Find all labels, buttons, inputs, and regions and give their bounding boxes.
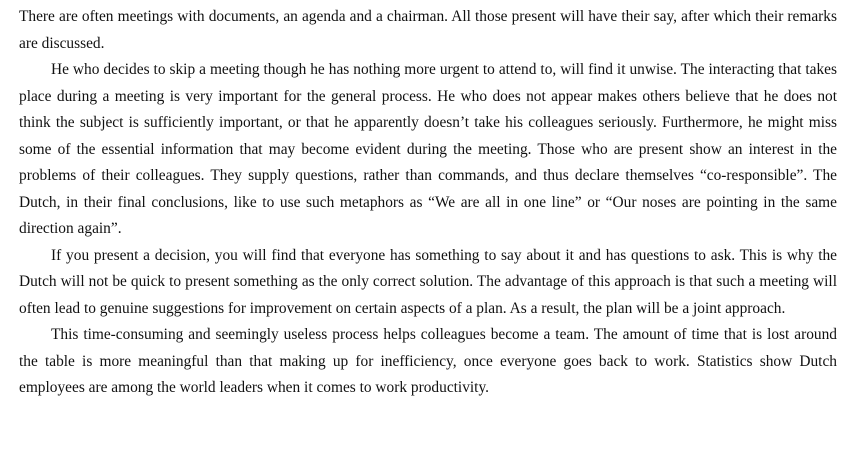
paragraph-skipping-meetings: He who decides to skip a meeting though he has nothing more urgent to attend to, will find it unwise. The interacting that takes place during a meeting is very important for the general process. He who does not appear makes others believe that he does not think the subject is sufficiently important, or that he apparently doesn’t take his colleagues seriously. Furthermore, he might miss some of the essential information that may become evident during the meeting. Those who are present show an interest in the problems of their colleagues. They supply questions, rather than commands, and thus declare themselves “co-responsible”. The Dutch, in their final conclusions, like to use such metaphors as “We are all in one line” or “Our noses are pointing in the same direction again”. xyxy=(19,61,837,237)
paragraph-team-productivity: This time-consuming and seemingly useless process helps colleagues become a team. The amount of time that is lost around the table is more meaningful than that making up for inefficiency, once everyone goes back to work. Statistics show Dutch employees are among the world leaders when it comes to work productivity. xyxy=(19,326,837,396)
paragraph-intro: There are often meetings with documents, an agenda and a chairman. All those present will have their say, after which their remarks are discussed. xyxy=(19,8,837,52)
paragraph-presenting-decision: If you present a decision, you will find that everyone has something to say about it and has questions to ask. This is why the Dutch will not be quick to present something as the only correct solution. The advantage of this approach is that such a meeting will often lead to genuine suggestions for improvement on certain aspects of a plan. As a result, the plan will be a joint approach. xyxy=(19,246,837,317)
